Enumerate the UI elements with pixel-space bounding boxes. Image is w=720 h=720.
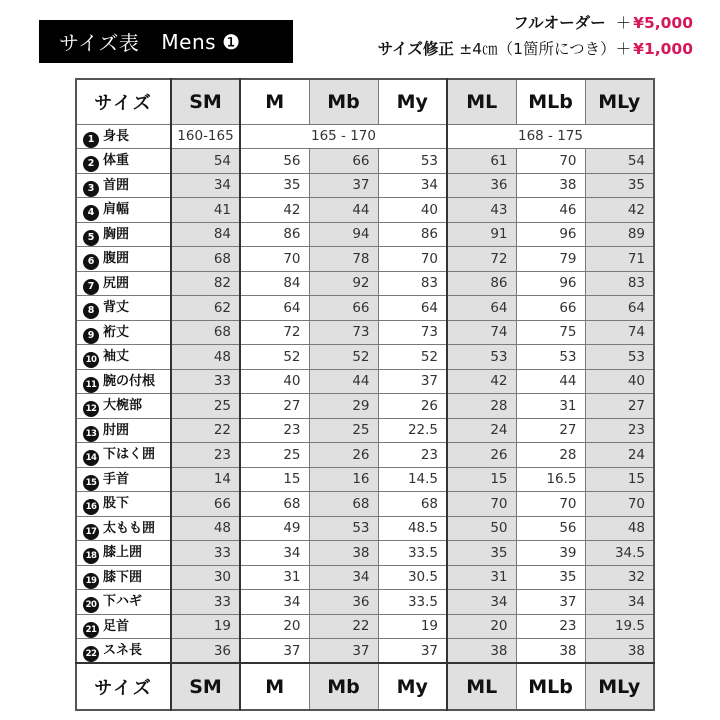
cell-my: 40 xyxy=(378,198,447,223)
cell-mb: 53 xyxy=(309,516,378,541)
cell-mly: 48 xyxy=(585,516,654,541)
number-badge-icon: 8 xyxy=(83,303,99,319)
row-label-text: 腕の付根 xyxy=(103,373,156,389)
row-label xyxy=(76,590,171,615)
size-adjust-price: ¥1,000 xyxy=(633,40,693,58)
cell-mly: 24 xyxy=(585,443,654,468)
row-label xyxy=(76,541,171,566)
cell-ml: 35 xyxy=(447,541,516,566)
cell-m: 25 xyxy=(240,443,309,468)
table-row xyxy=(76,149,654,174)
cell-mb: 68 xyxy=(309,492,378,517)
full-order-label: フルオーダー xyxy=(513,14,606,32)
cell-my: 34 xyxy=(378,173,447,198)
cell-sm: 48 xyxy=(171,345,240,370)
cell-m: 52 xyxy=(240,345,309,370)
cell-mlb: 38 xyxy=(516,639,585,664)
number-badge-icon: 2 xyxy=(83,156,99,172)
cell-ml: 31 xyxy=(447,565,516,590)
column-header-mly: MLy xyxy=(585,79,654,124)
cell-sm: 22 xyxy=(171,418,240,443)
row-label xyxy=(76,639,171,664)
number-badge-icon: 22 xyxy=(83,646,99,662)
cell-m: 35 xyxy=(240,173,309,198)
number-badge-icon: 9 xyxy=(83,328,99,344)
pricing-info xyxy=(378,10,693,62)
number-badge-icon: 14 xyxy=(83,450,99,466)
cell-mb: 29 xyxy=(309,394,378,419)
table-row xyxy=(76,516,654,541)
row-label xyxy=(76,369,171,394)
cell-m: 27 xyxy=(240,394,309,419)
cell-mlb: 28 xyxy=(516,443,585,468)
cell-mly: 34.5 xyxy=(585,541,654,566)
header-row xyxy=(76,79,654,124)
row-label-text: 肩幅 xyxy=(103,202,130,218)
number-badge-icon: 16 xyxy=(83,499,99,515)
cell-mb: 78 xyxy=(309,247,378,272)
cell-mly: 34 xyxy=(585,590,654,615)
plus-sign: ＋ xyxy=(615,14,632,32)
cell-m: 37 xyxy=(240,639,309,664)
table-row xyxy=(76,345,654,370)
cell-mlb: 46 xyxy=(516,198,585,223)
cell-mlb: 44 xyxy=(516,369,585,394)
table-row xyxy=(76,639,654,664)
cell-ml: 86 xyxy=(447,271,516,296)
number-badge-icon: 19 xyxy=(83,573,99,589)
table-row xyxy=(76,247,654,272)
cell-ml: 15 xyxy=(447,467,516,492)
cell-mlb: 56 xyxy=(516,516,585,541)
row-label-text: 腹囲 xyxy=(103,251,130,267)
row-label xyxy=(76,614,171,639)
cell-mlb: 39 xyxy=(516,541,585,566)
number-badge-icon: 7 xyxy=(83,279,99,295)
row-label xyxy=(76,124,171,149)
cell-mb: 44 xyxy=(309,198,378,223)
cell-sm: 54 xyxy=(171,149,240,174)
table-row xyxy=(76,467,654,492)
row-label-text: 袖丈 xyxy=(103,349,130,365)
table-row xyxy=(76,565,654,590)
cell-m: 23 xyxy=(240,418,309,443)
cell-mb: 26 xyxy=(309,443,378,468)
cell-m: 84 xyxy=(240,271,309,296)
cell-mly: 83 xyxy=(585,271,654,296)
cell-mb: 73 xyxy=(309,320,378,345)
number-badge-icon: 4 xyxy=(83,205,99,221)
header-size-label: サイズ xyxy=(76,79,171,124)
cell-my: 22.5 xyxy=(378,418,447,443)
cell-m: 34 xyxy=(240,541,309,566)
row-label xyxy=(76,247,171,272)
cell-m: 68 xyxy=(240,492,309,517)
column-footer-mb: Mb xyxy=(309,663,378,710)
cell-mlb: 53 xyxy=(516,345,585,370)
cell-sm: 41 xyxy=(171,198,240,223)
table-row xyxy=(76,198,654,223)
row-label xyxy=(76,394,171,419)
column-footer-mlb: MLb xyxy=(516,663,585,710)
cell-mly: 40 xyxy=(585,369,654,394)
cell-mb: 37 xyxy=(309,173,378,198)
cell-ml: 50 xyxy=(447,516,516,541)
row-label xyxy=(76,345,171,370)
cell-my: 52 xyxy=(378,345,447,370)
cell-my: 70 xyxy=(378,247,447,272)
cell-ml: 91 xyxy=(447,222,516,247)
cell-my: 26 xyxy=(378,394,447,419)
cell-sm: 25 xyxy=(171,394,240,419)
cell-my: 53 xyxy=(378,149,447,174)
number-badge-icon: 21 xyxy=(83,622,99,638)
cell-mlb: 96 xyxy=(516,271,585,296)
cell-ml: 20 xyxy=(447,614,516,639)
cell-ml: 72 xyxy=(447,247,516,272)
cell-mly: 74 xyxy=(585,320,654,345)
cell-m: 15 xyxy=(240,467,309,492)
cell-mlb: 37 xyxy=(516,590,585,615)
row-label xyxy=(76,222,171,247)
height-group-ml: 168 - 175 xyxy=(447,124,654,149)
cell-mly: 32 xyxy=(585,565,654,590)
cell-mly: 23 xyxy=(585,418,654,443)
table-row xyxy=(76,296,654,321)
cell-my: 64 xyxy=(378,296,447,321)
size-adjust-label: サイズ修正 xyxy=(377,40,454,58)
cell-sm: 19 xyxy=(171,614,240,639)
column-header-m: M xyxy=(240,79,309,124)
cell-ml: 38 xyxy=(447,639,516,664)
cell-mly: 89 xyxy=(585,222,654,247)
number-badge-icon: 12 xyxy=(83,401,99,417)
cell-ml: 53 xyxy=(447,345,516,370)
cell-my: 48.5 xyxy=(378,516,447,541)
cell-mly: 15 xyxy=(585,467,654,492)
cell-mly: 70 xyxy=(585,492,654,517)
row-label xyxy=(76,173,171,198)
number-badge-icon: 11 xyxy=(83,377,99,393)
cell-mlb: 23 xyxy=(516,614,585,639)
cell-mly: 71 xyxy=(585,247,654,272)
table-row xyxy=(76,173,654,198)
cell-m: 20 xyxy=(240,614,309,639)
row-label xyxy=(76,149,171,174)
cell-ml: 26 xyxy=(447,443,516,468)
row-label-text: 足首 xyxy=(103,618,130,634)
cell-mlb: 35 xyxy=(516,565,585,590)
row-label xyxy=(76,565,171,590)
row-label-text: 尻囲 xyxy=(103,275,130,291)
cell-my: 86 xyxy=(378,222,447,247)
column-header-mb: Mb xyxy=(309,79,378,124)
cell-my: 83 xyxy=(378,271,447,296)
cell-m: 42 xyxy=(240,198,309,223)
cell-mlb: 38 xyxy=(516,173,585,198)
row-label-text: 肘囲 xyxy=(103,422,130,438)
cell-mlb: 31 xyxy=(516,394,585,419)
plus-sign: ＋ xyxy=(615,40,632,58)
cell-mb: 36 xyxy=(309,590,378,615)
number-badge-icon: 3 xyxy=(83,181,99,197)
cell-mb: 44 xyxy=(309,369,378,394)
row-label-text: 大椀部 xyxy=(103,398,143,414)
column-footer-sm: SM xyxy=(171,663,240,710)
cell-my: 68 xyxy=(378,492,447,517)
cell-mlb: 75 xyxy=(516,320,585,345)
page-title xyxy=(39,20,293,63)
height-group-m: 165 - 170 xyxy=(240,124,447,149)
table-row xyxy=(76,541,654,566)
footer-size-label: サイズ xyxy=(76,663,171,710)
row-label-text: 身長 xyxy=(103,128,130,144)
cell-sm: 68 xyxy=(171,320,240,345)
number-badge-icon: 20 xyxy=(83,597,99,613)
row-label xyxy=(76,467,171,492)
row-label-text: 膝下囲 xyxy=(103,569,143,585)
cell-mly: 64 xyxy=(585,296,654,321)
cell-ml: 64 xyxy=(447,296,516,321)
cell-ml: 70 xyxy=(447,492,516,517)
cell-my: 14.5 xyxy=(378,467,447,492)
cell-m: 31 xyxy=(240,565,309,590)
cell-mlb: 70 xyxy=(516,149,585,174)
cell-sm: 33 xyxy=(171,541,240,566)
cell-ml: 24 xyxy=(447,418,516,443)
cell-mly: 53 xyxy=(585,345,654,370)
table-row xyxy=(76,394,654,419)
table-row xyxy=(76,222,654,247)
cell-sm: 84 xyxy=(171,222,240,247)
row-label-text: 手首 xyxy=(103,471,130,487)
cell-m: 34 xyxy=(240,590,309,615)
cell-ml: 34 xyxy=(447,590,516,615)
cell-mb: 66 xyxy=(309,296,378,321)
cell-ml: 61 xyxy=(447,149,516,174)
cell-mlb: 27 xyxy=(516,418,585,443)
title-text: サイズ表 xyxy=(59,31,140,55)
cell-mb: 34 xyxy=(309,565,378,590)
column-header-ml: ML xyxy=(447,79,516,124)
column-footer-ml: ML xyxy=(447,663,516,710)
cell-ml: 43 xyxy=(447,198,516,223)
table-row xyxy=(76,271,654,296)
cell-mly: 35 xyxy=(585,173,654,198)
cell-ml: 28 xyxy=(447,394,516,419)
column-footer-my: My xyxy=(378,663,447,710)
cell-mlb: 70 xyxy=(516,492,585,517)
height-group-sm: 160-165 xyxy=(171,124,240,149)
cell-m: 49 xyxy=(240,516,309,541)
cell-my: 30.5 xyxy=(378,565,447,590)
cell-m: 72 xyxy=(240,320,309,345)
table-row xyxy=(76,590,654,615)
cell-m: 64 xyxy=(240,296,309,321)
row-label xyxy=(76,296,171,321)
cell-mly: 38 xyxy=(585,639,654,664)
cell-my: 37 xyxy=(378,369,447,394)
cell-mly: 54 xyxy=(585,149,654,174)
cell-my: 33.5 xyxy=(378,590,447,615)
cell-sm: 82 xyxy=(171,271,240,296)
row-label-text: 太もも囲 xyxy=(103,520,156,536)
cell-ml: 36 xyxy=(447,173,516,198)
row-label-text: 股下 xyxy=(103,496,130,512)
row-label xyxy=(76,418,171,443)
size-adjust-note: ±4㎝（1箇所につき） xyxy=(459,40,616,58)
cell-m: 86 xyxy=(240,222,309,247)
column-header-mlb: MLb xyxy=(516,79,585,124)
cell-mlb: 96 xyxy=(516,222,585,247)
cell-sm: 62 xyxy=(171,296,240,321)
cell-mb: 22 xyxy=(309,614,378,639)
cell-sm: 48 xyxy=(171,516,240,541)
row-label xyxy=(76,320,171,345)
cell-my: 23 xyxy=(378,443,447,468)
column-header-sm: SM xyxy=(171,79,240,124)
row-label-text: スネ長 xyxy=(103,643,143,658)
table-row xyxy=(76,614,654,639)
cell-my: 33.5 xyxy=(378,541,447,566)
cell-mb: 16 xyxy=(309,467,378,492)
cell-sm: 36 xyxy=(171,639,240,664)
cell-sm: 34 xyxy=(171,173,240,198)
table-row xyxy=(76,443,654,468)
row-label xyxy=(76,516,171,541)
number-badge-icon: 15 xyxy=(83,475,99,491)
cell-ml: 42 xyxy=(447,369,516,394)
full-order-price: ¥5,000 xyxy=(633,14,693,32)
cell-mly: 19.5 xyxy=(585,614,654,639)
number-badge-icon: 6 xyxy=(83,254,99,270)
cell-mb: 38 xyxy=(309,541,378,566)
column-header-my: My xyxy=(378,79,447,124)
number-badge-icon: 10 xyxy=(83,352,99,368)
row-label-text: 首囲 xyxy=(103,177,130,193)
cell-mb: 66 xyxy=(309,149,378,174)
row-label-text: 体重 xyxy=(103,153,130,169)
cell-m: 40 xyxy=(240,369,309,394)
column-footer-m: M xyxy=(240,663,309,710)
cell-mb: 92 xyxy=(309,271,378,296)
number-badge-icon: 13 xyxy=(83,426,99,442)
row-label-text: 背丈 xyxy=(103,300,130,316)
cell-my: 73 xyxy=(378,320,447,345)
footer-row xyxy=(76,663,654,710)
row-label xyxy=(76,492,171,517)
number-badge-icon: 17 xyxy=(83,524,99,540)
row-label xyxy=(76,443,171,468)
table-row xyxy=(76,418,654,443)
cell-sm: 14 xyxy=(171,467,240,492)
cell-mb: 94 xyxy=(309,222,378,247)
number-badge-icon: 18 xyxy=(83,548,99,564)
row-label xyxy=(76,198,171,223)
cell-my: 37 xyxy=(378,639,447,664)
cell-sm: 23 xyxy=(171,443,240,468)
cell-mlb: 16.5 xyxy=(516,467,585,492)
row-label-text: 膝上囲 xyxy=(103,545,143,561)
cell-sm: 30 xyxy=(171,565,240,590)
cell-sm: 68 xyxy=(171,247,240,272)
cell-mlb: 79 xyxy=(516,247,585,272)
row-label-text: 下はく囲 xyxy=(103,447,156,463)
cell-m: 70 xyxy=(240,247,309,272)
cell-my: 19 xyxy=(378,614,447,639)
row-label-text: 下ハギ xyxy=(103,594,143,610)
cell-mly: 27 xyxy=(585,394,654,419)
table-row xyxy=(76,369,654,394)
cell-sm: 33 xyxy=(171,590,240,615)
cell-sm: 33 xyxy=(171,369,240,394)
cell-mlb: 66 xyxy=(516,296,585,321)
table-row-height xyxy=(76,124,654,149)
title-subtitle: Mens xyxy=(161,29,217,54)
cell-mb: 25 xyxy=(309,418,378,443)
cell-sm: 66 xyxy=(171,492,240,517)
row-label-text: 裄丈 xyxy=(103,324,130,340)
table-row xyxy=(76,492,654,517)
cell-mly: 42 xyxy=(585,198,654,223)
cell-ml: 74 xyxy=(447,320,516,345)
cell-mb: 37 xyxy=(309,639,378,664)
pricing-full-order xyxy=(378,10,693,36)
table-row xyxy=(76,320,654,345)
number-badge-icon: 5 xyxy=(83,230,99,246)
row-label xyxy=(76,271,171,296)
title-badge: ❶ xyxy=(222,29,241,54)
row-label-text: 胸囲 xyxy=(103,226,130,242)
cell-m: 56 xyxy=(240,149,309,174)
pricing-size-adjust xyxy=(378,36,693,62)
number-badge-icon: 1 xyxy=(83,132,99,148)
column-footer-mly: MLy xyxy=(585,663,654,710)
size-table xyxy=(75,78,655,711)
cell-mb: 52 xyxy=(309,345,378,370)
